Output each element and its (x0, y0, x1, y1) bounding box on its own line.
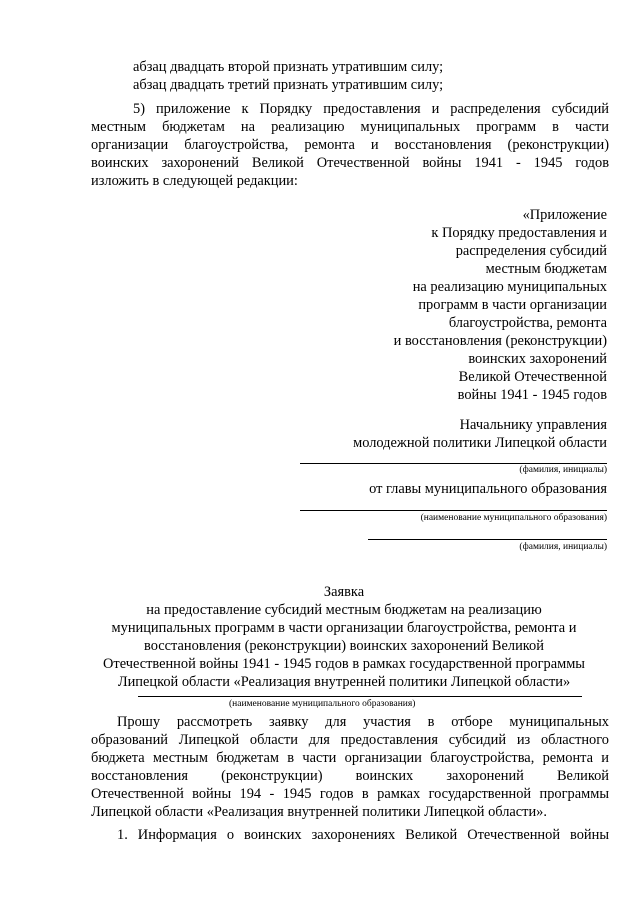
title-line: на предоставление субсидий местным бюджетам на реализацию (146, 602, 542, 618)
paragraph-line: Отечественной войны 194 - 1945 годов в рамках государственной программы (91, 786, 609, 802)
appendix-line: войны 1941 - 1945 годов (457, 387, 607, 403)
appendix-line: на реализацию муниципальных (412, 279, 607, 295)
paragraph-line: образований Липецкой области для предоставления субсидий из областного (91, 732, 609, 748)
caption-fio: (фамилия, инициалы) (519, 542, 607, 552)
title-line: Отечественной войны 1941 - 1945 годов в рамках государственной программы (103, 656, 585, 672)
addressee-line: Начальнику управления (459, 417, 607, 433)
appendix-line: благоустройства, ремонта (448, 315, 607, 331)
paragraph-line: воинских захоронений Великой Отечественной войны 1941 - 1945 годов (91, 155, 609, 171)
paragraph-line: местным бюджетам на реализацию муниципальных программ в части (91, 119, 609, 135)
text-line: абзац двадцать второй признать утратившим силу; (133, 59, 444, 75)
appendix-line: к Порядку предоставления и (431, 225, 607, 241)
fill-line (368, 539, 607, 540)
appendix-line: распределения субсидий (455, 243, 607, 259)
from-head-line: от главы муниципального образования (369, 481, 607, 497)
appendix-line: Великой Отечественной (458, 369, 607, 385)
paragraph-line: Липецкой области «Реализация внутренней политики Липецкой области». (91, 804, 547, 820)
appendix-line: местным бюджетам (485, 261, 607, 277)
section-item-1: 1. Информация о воинских захоронениях Великой Отечественной войны (117, 827, 609, 843)
title-line: муниципальных программ в части организации благоустройства, ремонта и (111, 620, 577, 636)
paragraph-line: Прошу рассмотреть заявку для участия в отборе муниципальных (117, 714, 609, 730)
fill-line (300, 510, 607, 511)
paragraph-line: 5) приложение к Порядку предоставления и распределения субсидий (133, 101, 609, 117)
appendix-line: и восстановления (реконструкции) (393, 333, 607, 349)
caption-mo-name-center: (наименование муниципального образования) (229, 699, 416, 709)
text-line: абзац двадцать третий признать утратившим силу; (133, 77, 444, 93)
appendix-line: воинских захоронений (468, 351, 607, 367)
title-line: Липецкой области «Реализация внутренней политики Липецкой области» (117, 674, 571, 690)
addressee-line: молодежной политики Липецкой области (353, 435, 607, 451)
request-heading: Заявка (323, 584, 365, 600)
fill-line (138, 696, 582, 697)
title-line: восстановления (реконструкции) воинских захоронений Великой (144, 638, 544, 654)
paragraph-line: бюджета местным бюджетам в части организации благоустройства, ремонта и (91, 750, 609, 766)
paragraph-line: восстановления (реконструкции) воинских захоронений Великой (91, 768, 609, 784)
fill-line (300, 463, 607, 464)
paragraph-line: изложить в следующей редакции: (91, 173, 298, 189)
appendix-line: «Приложение (522, 207, 607, 223)
caption-mo-name: (наименование муниципального образования) (420, 513, 607, 523)
appendix-line: программ в части организации (418, 297, 607, 313)
paragraph-line: организации благоустройства, ремонта и восстановления (реконструкции) (91, 137, 609, 153)
caption-fio: (фамилия, инициалы) (519, 465, 607, 475)
